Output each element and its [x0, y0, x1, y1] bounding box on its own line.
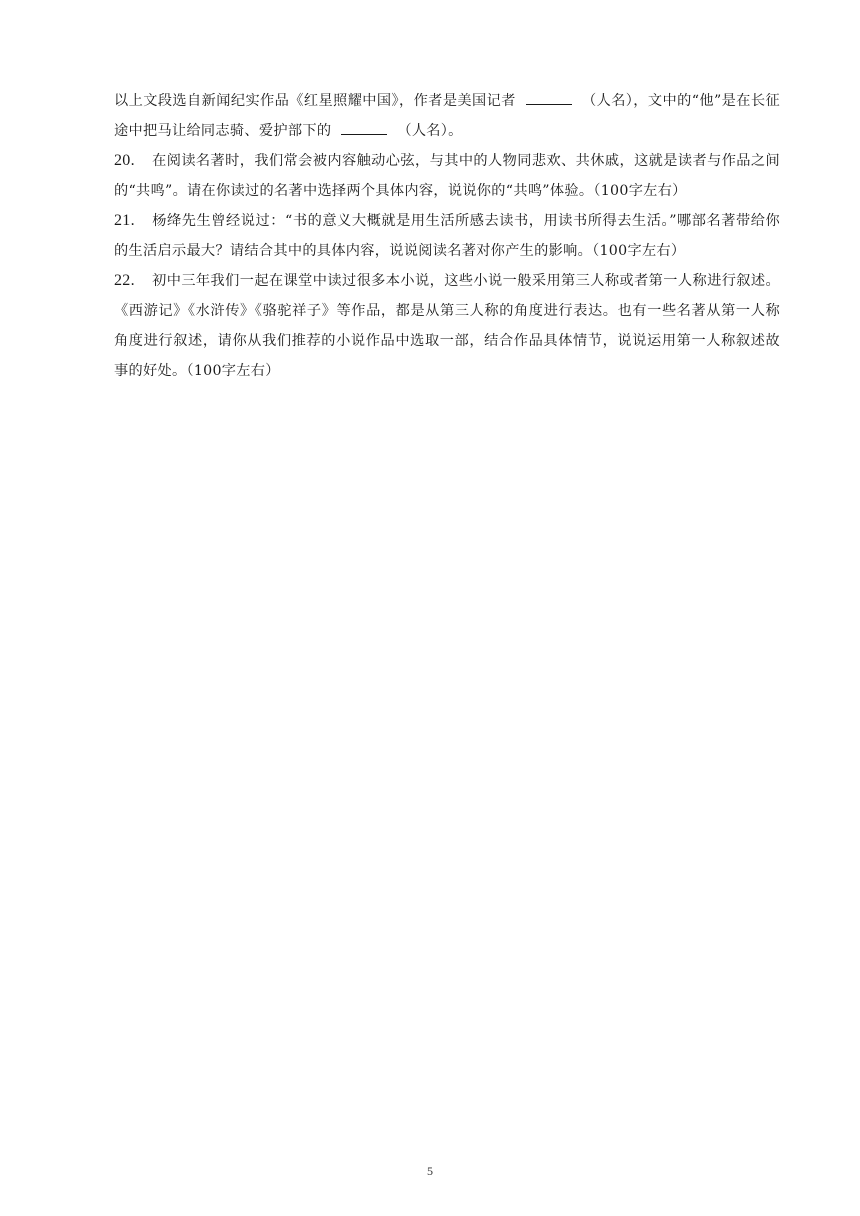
question-text: 初中三年我们一起在课堂中读过很多本小说，这些小说一般采用第三人称或者第一人称进行叙述。《西游记》《水浒传》《骆驼祥子》等作品，都是从第三人称的角度进行表达。也有一些名著从第一人称角度进行叙述，请你从我们推荐的小说作品中选取一部，结合作品具体情节，说说运用第一人称叙述故事的好处。（100字左右）	[114, 273, 780, 379]
page-number: 5	[427, 1164, 433, 1178]
intro-text-part2: （人名），文中的“他”是在长征途中把马让给同志骑、爱护部下的	[114, 93, 780, 139]
document-body	[114, 86, 780, 386]
question-21	[114, 206, 780, 266]
question-20	[114, 146, 780, 206]
answer-blank-author[interactable]	[526, 90, 572, 105]
question-number: 22.	[114, 272, 135, 289]
intro-text-part1: 以上文段选自新闻纪实作品《红星照耀中国》，作者是美国记者	[114, 93, 516, 109]
intro-text-part3: （人名）。	[397, 123, 463, 139]
answer-blank-person[interactable]	[341, 120, 387, 135]
intro-paragraph	[114, 86, 780, 146]
question-number: 21.	[114, 212, 135, 229]
question-number: 20.	[114, 152, 135, 169]
question-text: 杨绛先生曾经说过：“书的意义大概就是用生活所感去读书，用读书所得去生活。”哪部名著带给你的生活启示最大？请结合其中的具体内容，说说阅读名著对你产生的影响。（100字左右）	[114, 213, 780, 259]
question-text: 在阅读名著时，我们常会被内容触动心弦，与其中的人物同悲欢、共休戚，这就是读者与作品之间的“共鸣”。请在你读过的名著中选择两个具体内容，说说你的“共鸣”体验。（100字左右）	[114, 153, 780, 199]
question-22	[114, 266, 780, 386]
